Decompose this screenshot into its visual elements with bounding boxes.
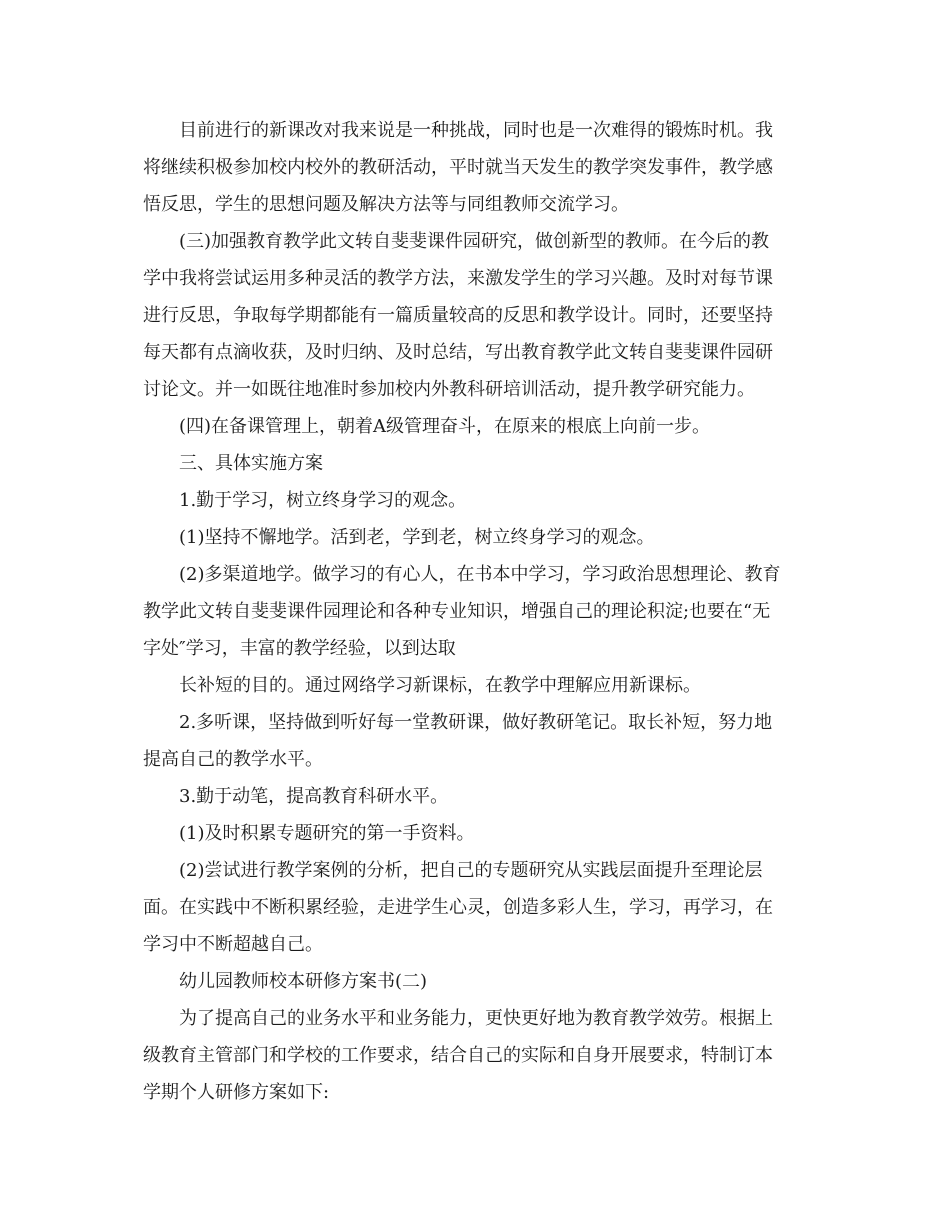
paragraph xyxy=(143,482,808,519)
text-line: 目前进行的新课改对我来说是一种挑战，同时也是一次难得的锻炼时机。我 xyxy=(179,120,773,141)
document-subtitle xyxy=(143,963,808,1000)
paragraph xyxy=(143,815,808,852)
document-body xyxy=(143,112,808,1111)
text-line: 1.勤于学习，树立终身学习的观念。 xyxy=(179,490,467,511)
paragraph xyxy=(143,778,808,815)
section-heading xyxy=(143,445,808,482)
text-line: 三、具体实施方案 xyxy=(179,453,323,474)
paragraph xyxy=(143,408,808,445)
text-line: 级教育主管部门和学校的工作要求，结合自己的实际和自身开展要求，特制订本 xyxy=(143,1045,773,1066)
text-line: 学期个人研修方案如下: xyxy=(143,1082,330,1103)
text-line: 悟反思，学生的思想问题及解决方法等与同组教师交流学习。 xyxy=(143,194,629,215)
paragraph xyxy=(143,112,808,223)
paragraph xyxy=(143,1000,808,1111)
paragraph xyxy=(143,223,808,408)
text-line: (1)及时积累专题研究的第一手资料。 xyxy=(179,823,475,844)
text-line: 面。在实践中不断积累经验，走进学生心灵，创造多彩人生，学习，再学习，在 xyxy=(143,897,773,918)
text-line: (1)坚持不懈地学。活到老，学到老，树立终身学习的观念。 xyxy=(179,527,655,548)
text-line: 讨论文。并一如既往地准时参加校内外教科研培训活动，提升教学研究能力。 xyxy=(143,379,755,400)
text-line: 每天都有点滴收获，及时归纳、及时总结，写出教育教学此文转自斐斐课件园研 xyxy=(143,342,773,363)
text-line: 幼儿园教师校本研修方案书(二) xyxy=(179,971,428,992)
text-line: 将继续积极参加校内校外的教研活动，平时就当天发生的教学突发事件，教学感 xyxy=(143,157,773,178)
text-line: (三)加强教育教学此文转自斐斐课件园研究，做创新型的教师。在今后的教 xyxy=(179,231,770,252)
paragraph xyxy=(143,704,808,778)
paragraph xyxy=(143,519,808,556)
text-line: 字处″学习，丰富的教学经验，以到达取 xyxy=(143,638,456,659)
text-line: 为了提高自己的业务水平和业务能力，更快更好地为教育教学效劳。根据上 xyxy=(179,1008,773,1029)
text-line: 教学此文转自斐斐课件园理论和各种专业知识，增强自己的理论积淀;也要在“无 xyxy=(143,601,771,622)
text-line: (四)在备课管理上，朝着A级管理奋斗，在原来的根底上向前一步。 xyxy=(179,416,711,437)
paragraph xyxy=(143,667,808,704)
text-line: (2)尝试进行教学案例的分析，把自己的专题研究从实践层面提升至理论层 xyxy=(179,860,763,881)
text-line: 3.勤于动笔，提高教育科研水平。 xyxy=(179,786,449,807)
text-line: 2.多听课，坚持做到听好每一堂教研课，做好教研笔记。取长补短，努力地 xyxy=(179,712,773,733)
text-line: 学中我将尝试运用多种灵活的教学方法，来激发学生的学习兴趣。及时对每节课 xyxy=(143,268,773,289)
text-line: 长补短的目的。通过网络学习新课标，在教学中理解应用新课标。 xyxy=(179,675,701,696)
paragraph xyxy=(143,852,808,963)
paragraph xyxy=(143,556,808,667)
text-line: 进行反思，争取每学期都能有一篇质量较高的反思和教学设计。同时，还要坚持 xyxy=(143,305,773,326)
text-line: (2)多渠道地学。做学习的有心人，在书本中学习，学习政治思想理论、教育 xyxy=(179,564,781,585)
text-line: 提高自己的教学水平。 xyxy=(143,749,323,770)
text-line: 学习中不断超越自己。 xyxy=(143,934,323,955)
